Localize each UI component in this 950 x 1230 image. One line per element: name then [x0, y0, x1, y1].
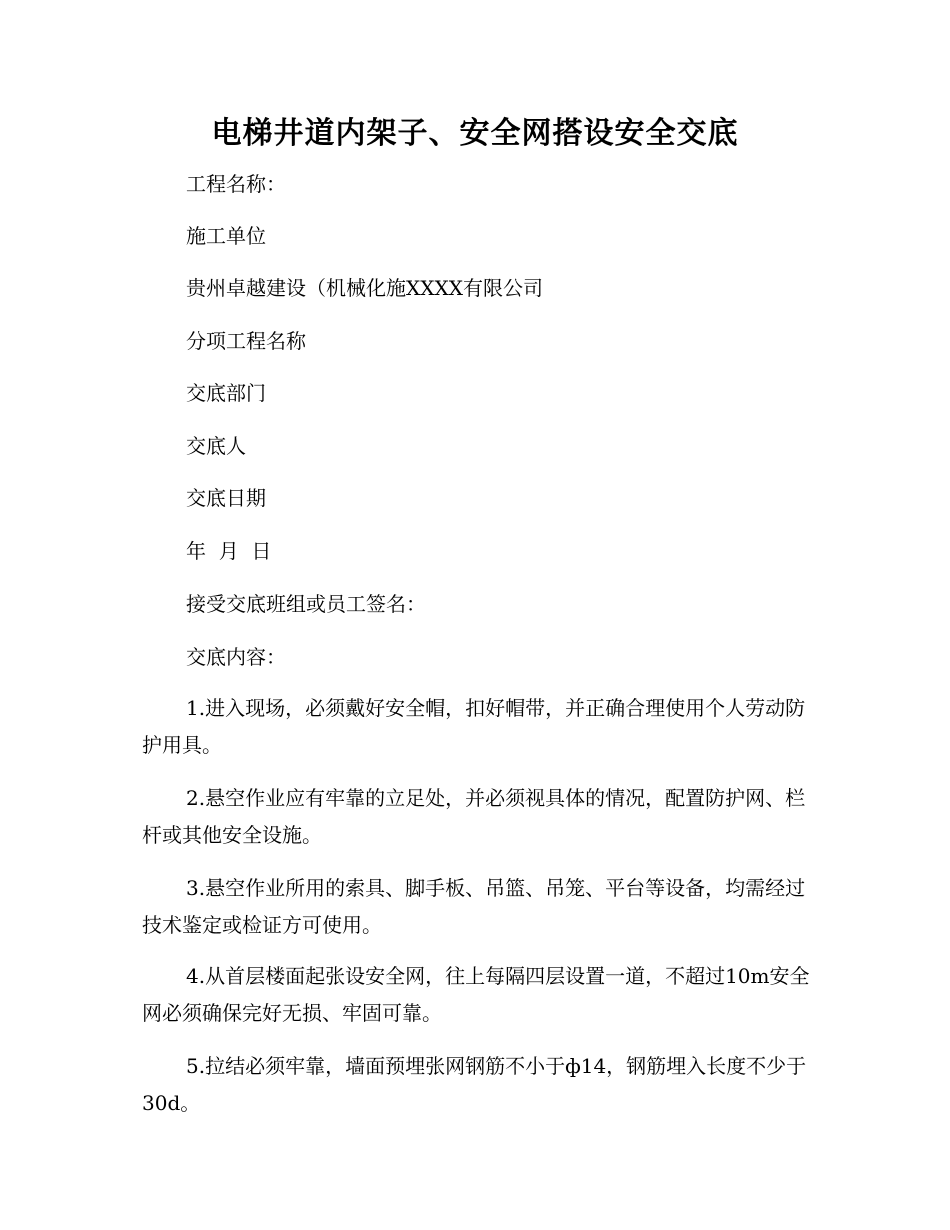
date-value: 年 月 日	[186, 539, 272, 563]
content-item-4: 4.从首层楼面起张设安全网，往上每隔四层设置一道，不超过10m安全网必须确保完好无损、牢固可靠。	[142, 964, 810, 1025]
date-field: 交底日期	[186, 486, 266, 510]
content-item-1: 1.进入现场，必须戴好安全帽，扣好帽带，并正确合理使用个人劳动防护用具。	[142, 696, 806, 757]
department-field: 交底部门	[186, 381, 266, 405]
content-item-5: 5.拉结必须牢靠，墙面预埋张网钢筋不小于ф14，钢筋埋入长度不少于30d。	[142, 1054, 807, 1115]
company-name: 贵州卓越建设（机械化施XXXX有限公司	[186, 276, 543, 300]
content-item-3: 3.悬空作业所用的索具、脚手板、吊篮、吊笼、平台等设备，均需经过技术鉴定或检证方可使用。	[142, 876, 806, 937]
content-label: 交底内容：	[186, 645, 286, 669]
document-title: 电梯井道内架子、安全网搭设安全交底	[211, 116, 739, 151]
subproject-name-field: 分项工程名称	[186, 329, 306, 353]
construction-unit-field: 施工单位	[186, 224, 266, 248]
project-name-field: 工程名称：	[186, 172, 286, 196]
person-field: 交底人	[186, 434, 246, 458]
signature-field: 接受交底班组或员工签名：	[186, 592, 426, 616]
content-item-2: 2.悬空作业应有牢靠的立足处，并必须视具体的情况，配置防护网、栏杆或其他安全设施。	[142, 786, 806, 847]
